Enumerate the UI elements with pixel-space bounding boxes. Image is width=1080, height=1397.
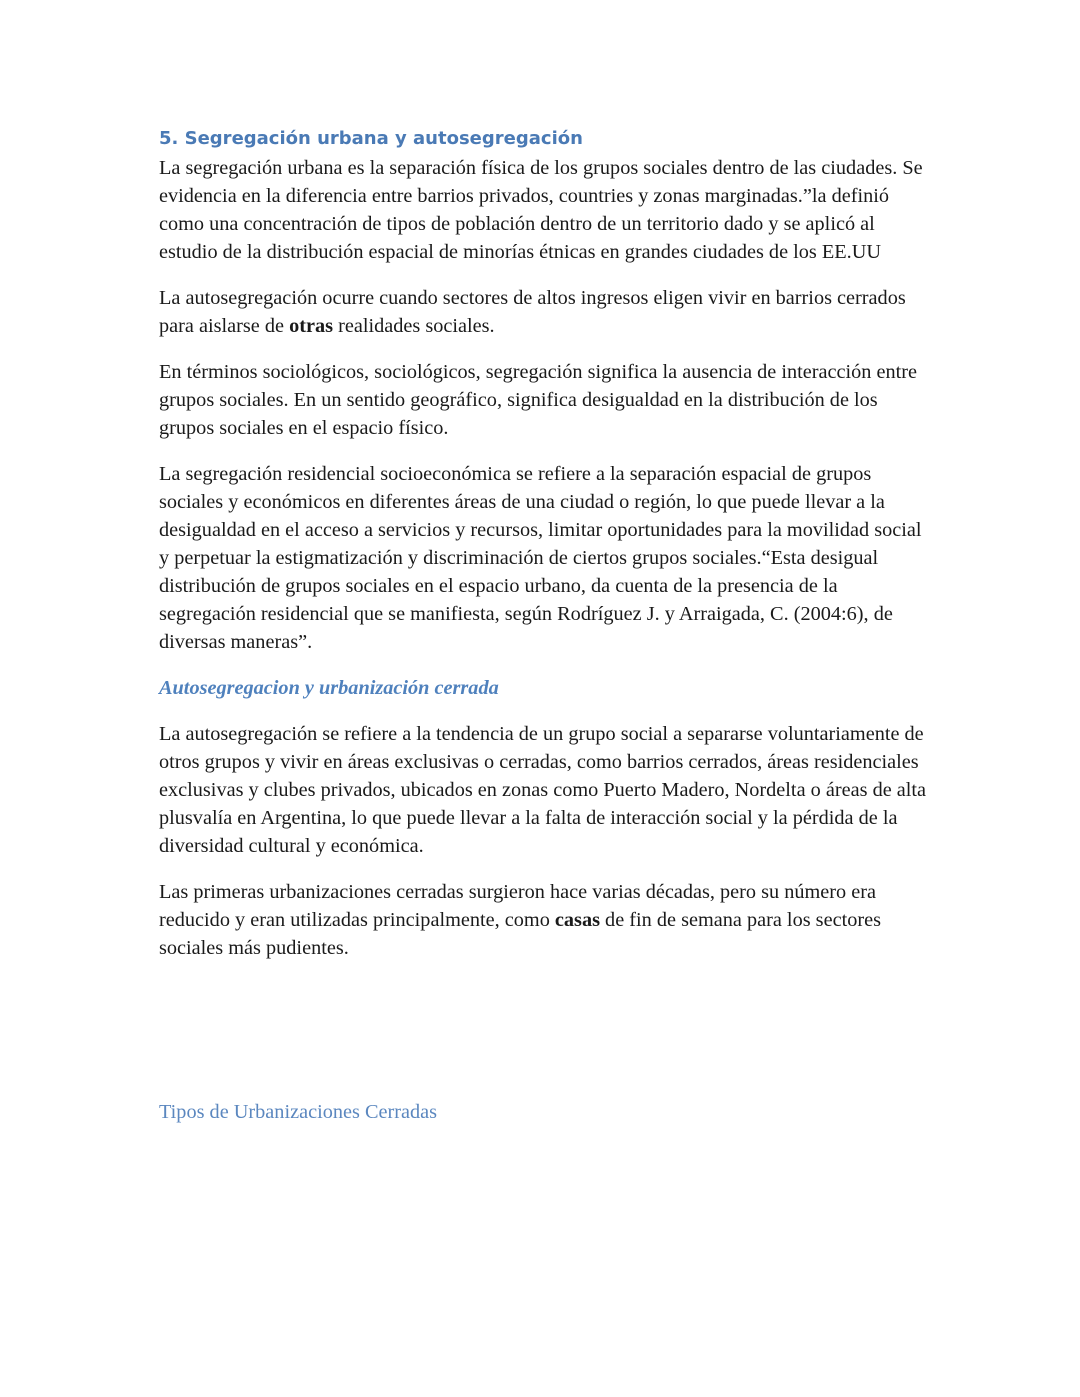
paragraph-autosegregacion-intro <box>159 284 929 340</box>
paragraph-terminos-sociologicos: En términos sociológicos, sociológicos, segregación significa la ausencia de interacción entre grupos sociales. En un sentido geográfico, significa desigualdad en la distribución de los grupos sociales en el espacio físico. <box>159 361 918 439</box>
bold-word: otras <box>289 315 334 337</box>
paragraph-primeras-urbanizaciones <box>159 878 929 962</box>
section-heading: 5. Segregación urbana y autosegregación <box>159 128 583 149</box>
tipos-heading: Tipos de Urbanizaciones Cerradas <box>159 1101 438 1123</box>
document-page <box>159 124 929 980</box>
paragraph-segregacion-definicion: La segregación urbana es la separación física de los grupos sociales dentro de las ciudades. Se evidencia en la diferencia entre barrios privados, countries y zonas marginadas.”la definió como una concentración de tipos de población dentro de un territorio dado y se aplicó al estudio de la distribución espacial de minorías étnicas en grandes ciudades de los EE.UU <box>159 157 923 263</box>
paragraph-text: realidades sociales. <box>333 315 495 337</box>
subsection-heading: Autosegregacion y urbanización cerrada <box>159 677 499 699</box>
paragraph-text: Las primeras urbanizaciones cerradas surgieron hace varias décadas, pero su número era reducido y eran utilizadas principalmente, como <box>159 881 877 931</box>
bold-word: casas <box>554 909 600 931</box>
paragraph-autosegregacion-definicion: La autosegregación se refiere a la tendencia de un grupo social a separarse voluntariamente de otros grupos y vivir en áreas exclusivas o cerradas, como barrios cerrados, áreas residenciales exclusivas y clubes privados, ubicados en zonas como Puerto Madero, Nordelta o áreas de alta plusvalía en Argentina, lo que puede llevar a la falta de interacción social y la pérdida de la diversidad cultural y económica. <box>159 723 927 857</box>
paragraph-text: de fin de semana para los sectores sociales más pudientes. <box>159 909 881 959</box>
paragraph-text: La autosegregación ocurre cuando sectores de altos ingresos eligen vivir en barrios cerrados para aislarse de <box>159 287 906 337</box>
paragraph-segregacion-residencial: La segregación residencial socioeconómica se refiere a la separación espacial de grupos sociales y económicos en diferentes áreas de una ciudad o región, lo que puede llevar a la desigualdad en el acceso a servicios y recursos, limitar oportunidades para la movilidad social y perpetuar la estigmatización y discriminación de ciertos grupos sociales.“Esta desigual distribución de grupos sociales en el espacio urbano, da cuenta de la presencia de la segregación residencial que se manifiesta, según Rodríguez J. y Arraigada, C. (2004:6), de diversas maneras”. <box>159 463 922 653</box>
